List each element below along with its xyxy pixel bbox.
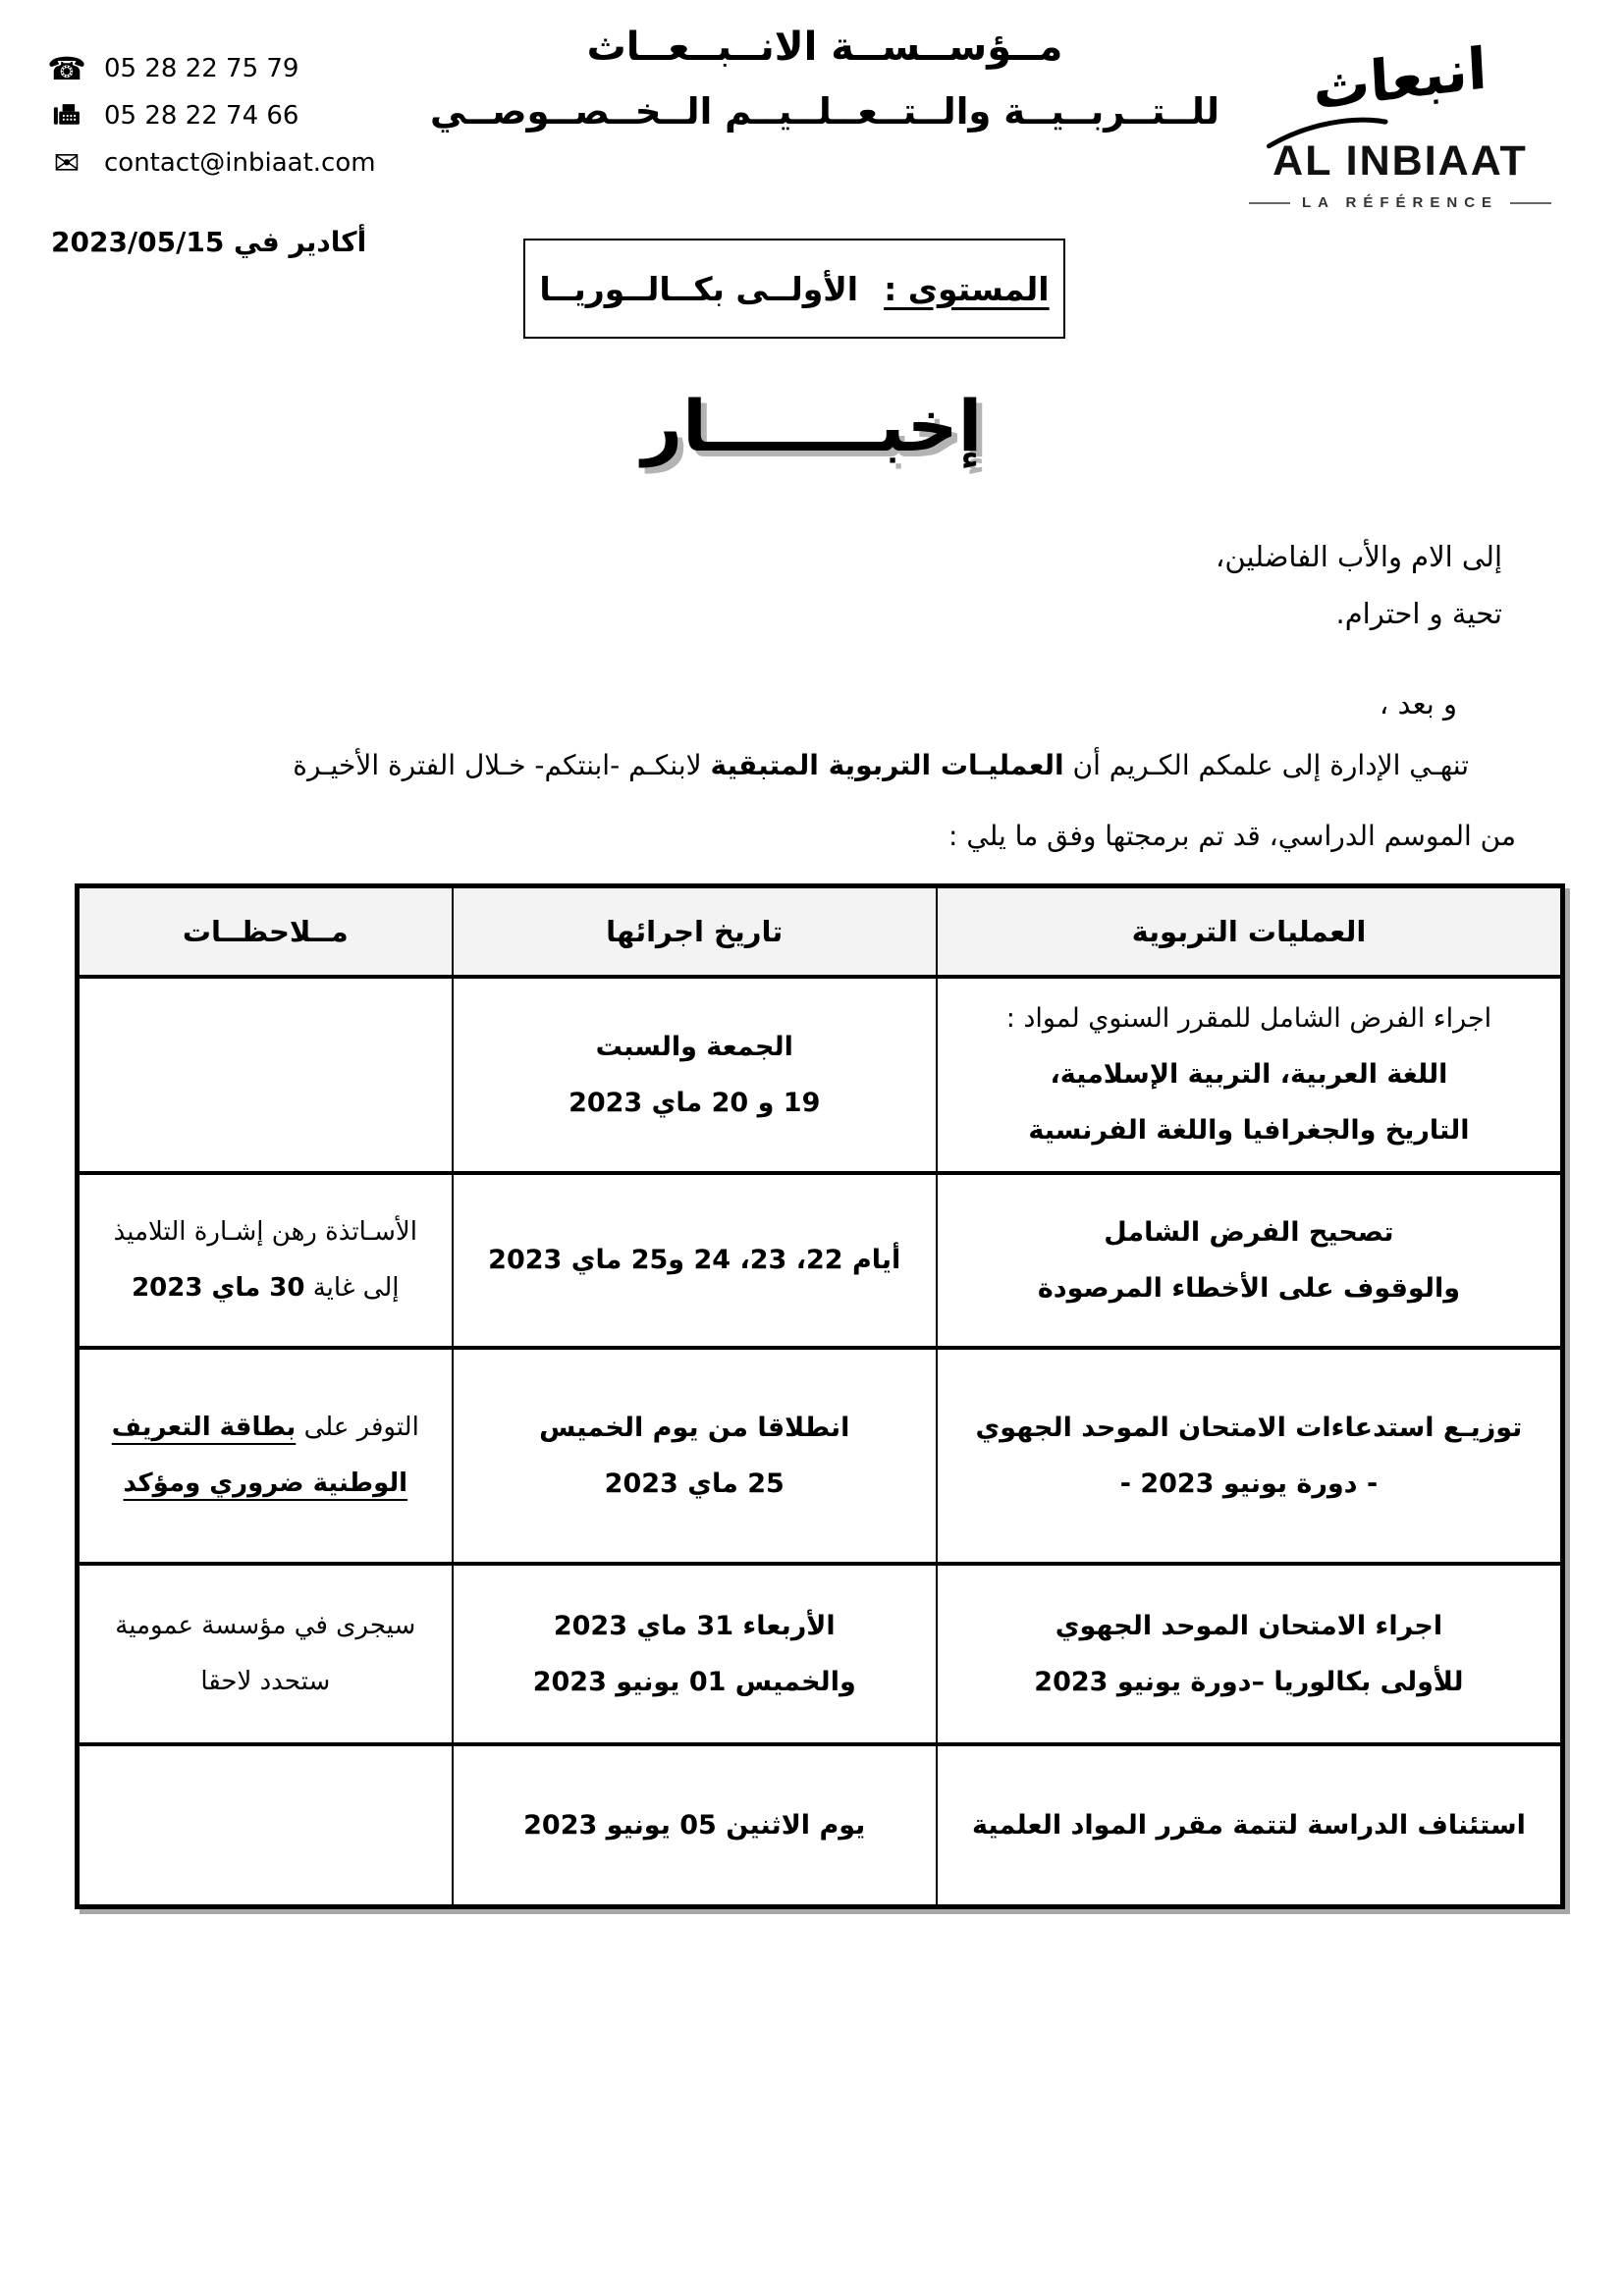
table-body xyxy=(78,977,1563,1907)
cell-operation xyxy=(937,1173,1563,1348)
cell-notes xyxy=(78,1348,453,1564)
fax-icon xyxy=(45,101,88,131)
column-header: مــلاحظــات xyxy=(78,886,453,977)
text-line: الجمعة والسبت xyxy=(595,1031,793,1062)
email-row xyxy=(45,139,376,187)
table-row xyxy=(78,977,1563,1173)
greeting-line1: إلى الام والأب الفاضلين، xyxy=(1216,540,1502,573)
org-name xyxy=(412,24,1237,133)
cell-operation xyxy=(937,1348,1563,1564)
date-line: أكادير في 2023/05/15 xyxy=(51,226,367,258)
text-line: للأولى بكالوريا –دورة يونيو 2023 xyxy=(1034,1666,1464,1697)
page-title: إخبـــــــار xyxy=(641,385,983,467)
text-line: والخميس 01 يونيو 2023 xyxy=(532,1666,856,1697)
column-header: تاريخ اجرائها xyxy=(453,886,937,977)
cell-date xyxy=(453,1173,937,1348)
text-line: يوم الاثنين 05 يونيو 2023 xyxy=(523,1809,866,1841)
text-line: استئناف الدراسة لتتمة مقرر المواد العلمية xyxy=(971,1809,1526,1841)
text-line: الأسـاتذة رهن إشـارة التلاميذ xyxy=(113,1216,417,1247)
level-box xyxy=(523,239,1065,339)
text-line: التوفر على بطاقة التعريف xyxy=(111,1412,419,1442)
text-line: من الموسم الدراسي، قد تم برمجتها وفق ما يلي : xyxy=(948,820,1516,852)
email-icon: ✉ xyxy=(53,144,81,182)
fax-row xyxy=(45,92,376,139)
cell-date xyxy=(453,977,937,1173)
text-line: - دورة يونيو 2023 - xyxy=(1119,1468,1379,1499)
logo-calligraphy-text: انبعاث xyxy=(1311,34,1489,123)
level-value: الأولــى بكــالــوريــا xyxy=(539,269,859,308)
text-line: إلى غاية 30 ماي 2023 xyxy=(132,1272,400,1303)
text-line: 19 و 20 ماي 2023 xyxy=(568,1087,821,1118)
table-row xyxy=(78,1564,1563,1744)
cell-notes xyxy=(78,1744,453,1907)
logo-tagline xyxy=(1233,194,1567,211)
cell-date xyxy=(453,1348,937,1564)
cell-operation xyxy=(937,1564,1563,1744)
logo-calligraphy xyxy=(1231,9,1568,158)
tagline-dash-right xyxy=(1510,202,1551,204)
text-line: الوطنية ضروري ومؤكد xyxy=(123,1468,408,1498)
text-line: ستحدد لاحقا xyxy=(200,1666,331,1696)
text-line: توزيـع استدعاءات الامتحان الموحد الجهوي xyxy=(975,1412,1523,1443)
text-line: الأربعاء 31 ماي 2023 xyxy=(553,1610,836,1641)
body-paragraph xyxy=(88,730,1516,872)
text-line: التاريخ والجغرافيا واللغة الفرنسية xyxy=(1028,1115,1470,1146)
phone-icon: ☎ xyxy=(47,50,86,87)
text-line: 25 ماي 2023 xyxy=(604,1468,785,1499)
table-row xyxy=(78,1348,1563,1564)
phone-number: 05 28 22 75 79 xyxy=(104,54,299,83)
cell-date xyxy=(453,1744,937,1907)
email-address: contact@inbiaat.com xyxy=(104,148,376,178)
phone-row xyxy=(45,45,376,92)
logo-wordmark: AL INBIAAT xyxy=(1272,137,1528,185)
logo xyxy=(1233,29,1567,211)
org-name-line1: مــؤســســة الانــبــعــاث xyxy=(586,25,1063,70)
cell-notes xyxy=(78,977,453,1173)
column-header: العمليات التربوية xyxy=(937,886,1563,977)
fax-number: 05 28 22 74 66 xyxy=(104,101,299,131)
level-label: المستوى : xyxy=(884,269,1050,308)
text-line: اجراء الفرض الشامل للمقرر السنوي لمواد : xyxy=(1005,1003,1492,1034)
contact-block xyxy=(45,45,376,187)
table-row xyxy=(78,1744,1563,1907)
text-line: والوقوف على الأخطاء المرصودة xyxy=(1037,1272,1461,1304)
table-row xyxy=(78,1173,1563,1348)
cell-notes xyxy=(78,1173,453,1348)
text-line: تصحيح الفرض الشامل xyxy=(1104,1216,1394,1248)
text-line: تنهـي الإدارة إلى علمكم الكـريم أن العمليـات التربوية المتبقية لابنكـم -ابنتكم- خـلال الفترة الأخيـرة xyxy=(293,749,1469,781)
cell-date xyxy=(453,1564,937,1744)
tagline-text: LA RÉFÉRENCE xyxy=(1301,194,1499,211)
greeting-block xyxy=(1216,528,1502,642)
text-line: أيام 22، 23، 24 و25 ماي 2023 xyxy=(488,1245,901,1275)
text-line: اللغة العربية، التربية الإسلامية، xyxy=(1050,1059,1448,1090)
table-header-row xyxy=(78,886,1563,977)
org-name-line2: للــتــربــيــة والــتــعــلــيــم الــخــصــوصــي xyxy=(430,90,1219,133)
operations-table xyxy=(75,883,1565,1909)
cell-operation xyxy=(937,1744,1563,1907)
text-line: انطلاقا من يوم الخميس xyxy=(539,1412,850,1443)
opener-line: و بعد ، xyxy=(1379,687,1457,721)
text-line: اجراء الامتحان الموحد الجهوي xyxy=(1055,1610,1443,1641)
cell-operation xyxy=(937,977,1563,1173)
greeting-line2: تحية و احترام. xyxy=(1335,597,1502,630)
tagline-dash-left xyxy=(1249,202,1290,204)
text-line: سيجرى في مؤسسة عمومية xyxy=(115,1610,416,1640)
cell-notes xyxy=(78,1564,453,1744)
